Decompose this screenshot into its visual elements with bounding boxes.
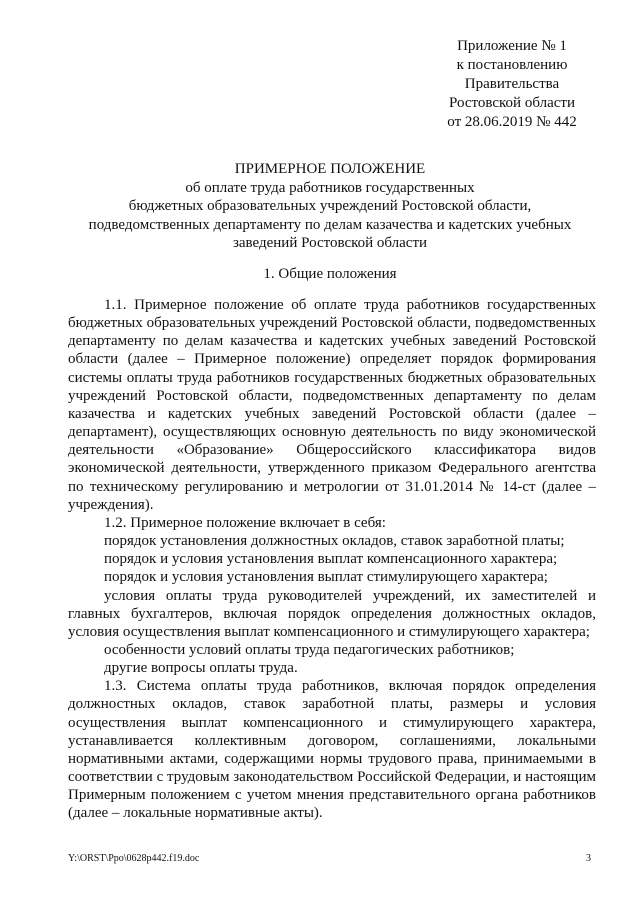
page-number: 3 (586, 853, 591, 864)
title-line: подведомственных департаменту по делам казачества и кадетских учебных (88, 216, 572, 233)
title-line: заведений Ростовской области (232, 235, 428, 251)
list-item: порядок и условия установления выплат компенсационного характера; (104, 551, 558, 568)
list-item: особенности условий оплаты труда педагогических работников; (104, 641, 515, 658)
footer-file-path: Y:\ORST\Ppo\0628p442.f19.doc (68, 853, 200, 864)
paragraph-1-3: 1.3. Система оплаты труда работников, включая порядок определения должностных окладов, ставок заработной платы, размеры и условия осуществления выплат компенсационного и стимулирующего характера, устанавливается коллективным договором, соглашениями, локальными нормативными актами, содержащими нормы трудового права, принимаемыми в соответствии с трудовым законодательством Российской Федерации, и настоящим Примерным положением с учетом мнения представительного органа работников (далее – локальные нормативные акты). (68, 678, 596, 822)
title-line: ПРИМЕРНОЕ ПОЛОЖЕНИЕ (234, 161, 426, 177)
paragraph-1-2: 1.2. Примерное положение включает в себя: (104, 514, 386, 531)
document-body (68, 296, 596, 823)
title-line: об оплате труда работников государственных (185, 179, 475, 196)
section-heading: 1. Общие положения (263, 266, 397, 282)
appendix-line: Правительства (464, 76, 560, 92)
appendix-block (412, 37, 612, 132)
document-title (44, 160, 616, 253)
appendix-line: Приложение № 1 (457, 38, 567, 54)
list-item: порядок установления должностных окладов, ставок заработной платы; (104, 533, 565, 550)
appendix-line: Ростовской области (449, 95, 575, 111)
appendix-line: к постановлению (456, 57, 568, 73)
title-line: бюджетных образовательных учреждений Ростовской области, (128, 198, 532, 214)
list-item: условия оплаты труда руководителей учреждений, их заместителей и главных бухгалтеров, включая порядок определения должностных окладов, условия осуществления выплат компенсационного и стимулирующего характера; (68, 587, 596, 640)
list-item: порядок и условия установления выплат стимулирующего характера; (104, 569, 548, 586)
paragraph-1-1: 1.1. Примерное положение об оплате труда работников государственных бюджетных образовательных учреждений Ростовской области, подведомственных департаменту по делам казачества и кадетских учебных заведений Ростовской области (далее – Примерное положение) определяет порядок формирования системы оплаты труда работников государственных бюджетных образовательных учреждений Ростовской области, подведомственных департаменту по делам казачества и кадетских учебных заведений Ростовской области (далее – департамент), осуществляющих основную деятельность по виду экономической деятельности «Образование» Общероссийского классификатора видов экономической деятельности, утвержденного приказом Федерального агентства по техническому регулированию и метрологии от 31.01.2014 № 14-ст (далее – учреждения). (68, 297, 596, 513)
appendix-line: от 28.06.2019 № 442 (447, 114, 577, 130)
list-item: другие вопросы оплаты труда. (104, 660, 298, 677)
